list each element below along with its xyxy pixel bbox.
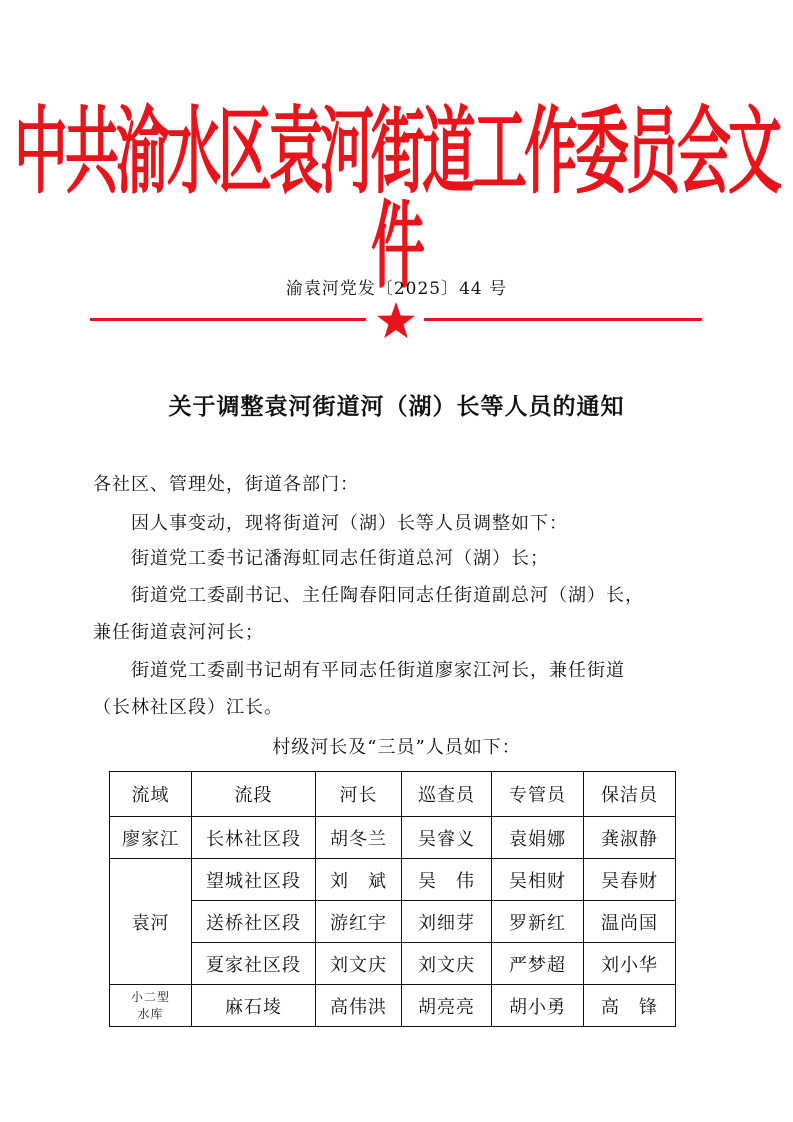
- cell-segment: 送桥社区段: [192, 901, 316, 943]
- cell-segment: 麻石堎: [192, 985, 316, 1027]
- paragraph-4-line-1: 街道党工委副书记胡有平同志任街道廖家江河长，兼任街道: [131, 660, 625, 681]
- table-row: [110, 901, 676, 943]
- table-header-row: [110, 772, 676, 817]
- cell-segment: 夏家社区段: [192, 943, 316, 985]
- river-chief-table: [109, 771, 676, 1027]
- cell-patrol: 胡亮亮: [402, 985, 492, 1027]
- red-divider-right: [424, 318, 702, 321]
- cell-manager: 严梦超: [492, 943, 584, 985]
- header-manager: 专管员: [492, 772, 584, 817]
- cell-chief: 刘文庆: [316, 943, 402, 985]
- cell-chief: 胡冬兰: [316, 817, 402, 859]
- table-caption: 村级河长及“三员”人员如下：: [272, 737, 521, 758]
- cell-cleaner: 温尚国: [584, 901, 676, 943]
- cell-manager: 罗新红: [492, 901, 584, 943]
- red-divider-left: [90, 318, 366, 321]
- cell-manager: 袁娟娜: [492, 817, 584, 859]
- cell-chief: 刘 斌: [316, 859, 402, 901]
- paragraph-3-line-1: 街道党工委副书记、主任陶春阳同志任街道副总河（湖）长，: [131, 585, 644, 606]
- document-banner: 中共渝水区袁河街道工作委员会文件: [14, 96, 779, 301]
- cell-basin-line-2: 水库: [137, 1006, 164, 1021]
- cell-patrol: 吴 伟: [402, 859, 492, 901]
- table-row: [110, 859, 676, 901]
- cell-patrol: 刘文庆: [402, 943, 492, 985]
- salutation: 各社区、管理处，街道各部门：: [93, 474, 359, 495]
- cell-cleaner: 刘小华: [584, 943, 676, 985]
- cell-cleaner: 吴春财: [584, 859, 676, 901]
- document-number: 渝袁河党发〔2025〕44 号: [285, 279, 508, 299]
- cell-cleaner: 龚淑静: [584, 817, 676, 859]
- cell-segment: 望城社区段: [192, 859, 316, 901]
- table-row: [110, 943, 676, 985]
- paragraph-1: 因人事变动，现将街道河（湖）长等人员调整如下：: [131, 513, 568, 534]
- paragraph-3-line-2: 兼任街道袁河河长；: [93, 622, 264, 643]
- header-cleaner: 保洁员: [584, 772, 676, 817]
- cell-basin: [110, 985, 192, 1027]
- cell-patrol: 刘细芽: [402, 901, 492, 943]
- cell-patrol: 吴睿义: [402, 817, 492, 859]
- paragraph-4-line-2: （长林社区段）江长。: [93, 697, 283, 718]
- cell-manager: 吴相财: [492, 859, 584, 901]
- table-row: [110, 985, 676, 1027]
- cell-segment: 长林社区段: [192, 817, 316, 859]
- table-row: [110, 817, 676, 859]
- header-chief: 河长: [316, 772, 402, 817]
- cell-chief: 游红宇: [316, 901, 402, 943]
- header-segment: 流段: [192, 772, 316, 817]
- header-patrol: 巡查员: [402, 772, 492, 817]
- cell-manager: 胡小勇: [492, 985, 584, 1027]
- cell-basin: 袁河: [110, 859, 192, 985]
- notice-title: 关于调整袁河街道河（湖）长等人员的通知: [168, 393, 625, 420]
- red-star-icon: [376, 300, 416, 340]
- cell-basin: 廖家江: [110, 817, 192, 859]
- header-basin: 流域: [110, 772, 192, 817]
- cell-cleaner: 高 锋: [584, 985, 676, 1027]
- cell-chief: 高伟洪: [316, 985, 402, 1027]
- cell-basin-line-1: 小二型: [130, 989, 170, 1004]
- paragraph-2: 街道党工委书记潘海虹同志任街道总河（湖）长；: [131, 548, 549, 569]
